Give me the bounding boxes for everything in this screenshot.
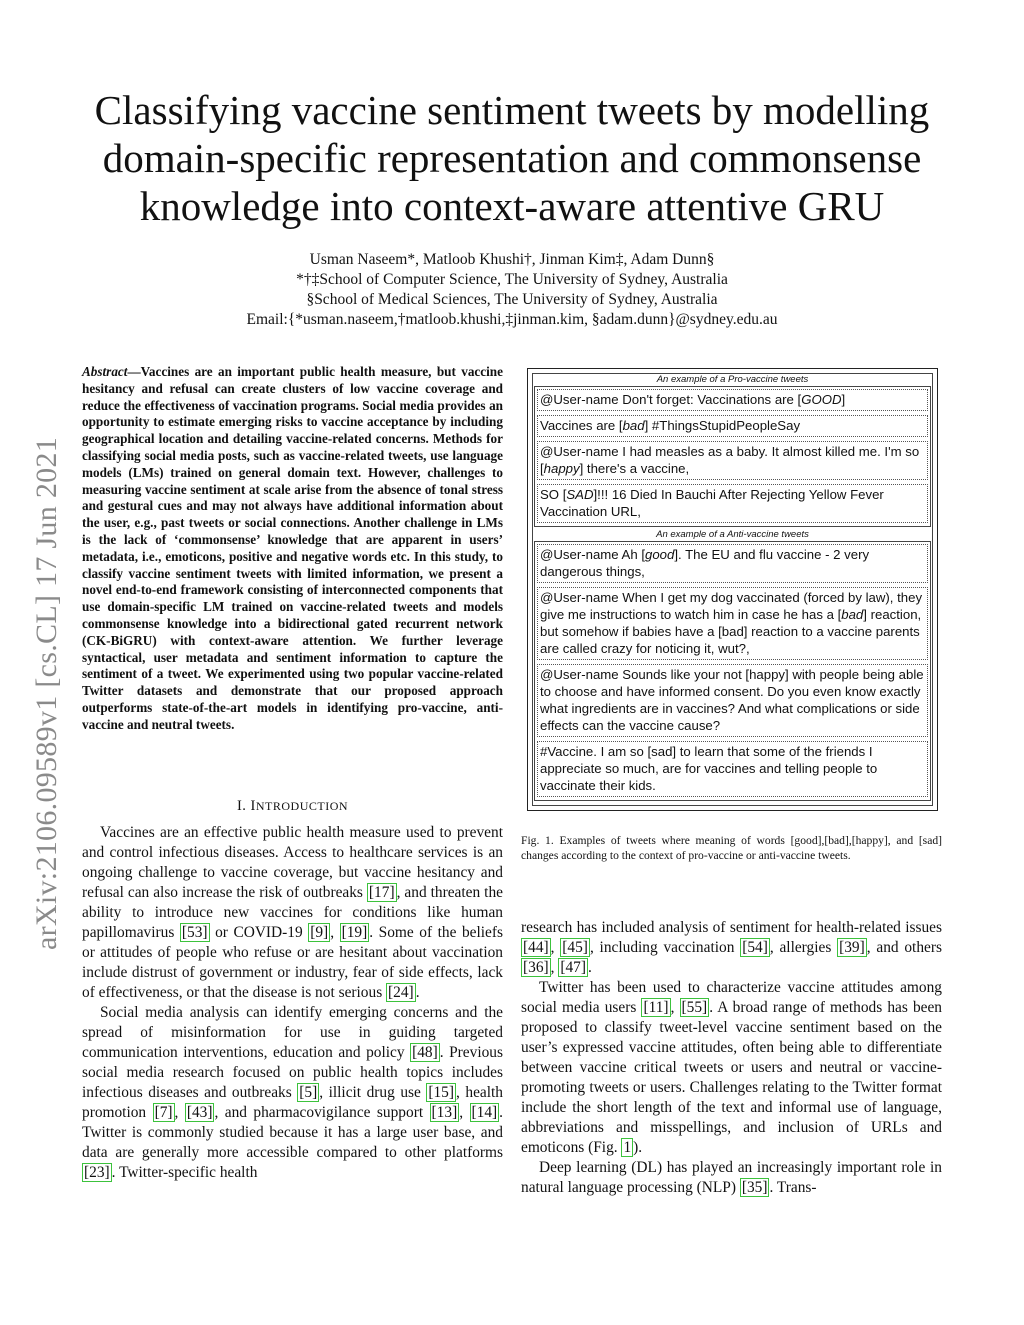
right-paragraph-3: Deep learning (DL) has played an increasingly important role in natural language processing (NLP) [35] . Trans-: [521, 1159, 942, 1196]
affiliation-medical: §School of Medical Sciences, The University of Sydney, Australia: [306, 291, 718, 308]
citation-link[interactable]: [23]: [84, 1164, 110, 1181]
author-block: [100, 250, 924, 330]
citation-link[interactable]: [7]: [154, 1104, 173, 1121]
author-emails: Email:{*usman.naseem,†matloob.khushi,‡jinman.kim, §adam.dunn}@sydney.edu.au: [246, 311, 778, 328]
tweet: @User-name I had measles as a baby. It almost killed me. I'm so [happy] there's a vaccine,: [537, 441, 928, 480]
citation-link[interactable]: [36]: [523, 959, 549, 976]
figure-1-caption: Fig. 1. Examples of tweets where meaning of words [good],[bad],[happy], and [sad] changes according to the context of pro-vaccine or anti-vaccine tweets.: [521, 834, 942, 863]
pro-vaccine-label: An example of a Pro-vaccine tweets: [656, 374, 809, 385]
citation-link[interactable]: [14]: [471, 1104, 498, 1121]
figure-1: [527, 368, 938, 811]
citation-link[interactable]: [55]: [681, 999, 708, 1016]
tweet: @User-name Ah [good]. The EU and flu vaccine - 2 very dangerous things,: [537, 544, 928, 583]
citation-link[interactable]: [5]: [299, 1084, 318, 1101]
tweet: @User-name Sounds like your not [happy] with people being able to choose and have informed consent. Do you even know exactly what ingredients are in vaccines? And what complications or side effects can the vaccine cause?: [537, 664, 928, 737]
section-title-initial: I: [250, 798, 256, 814]
citation-link[interactable]: [9]: [310, 924, 329, 941]
section-title-rest: NTRODUCTION: [255, 799, 349, 813]
citation-link[interactable]: [48]: [412, 1044, 438, 1061]
citation-link[interactable]: [54]: [742, 939, 768, 956]
author-names: Usman Naseem*, Matloob Khushi†, Jinman Kim‡, Adam Dunn§: [309, 251, 715, 268]
pro-vaccine-tweets: [534, 386, 931, 527]
citation-link[interactable]: [17]: [368, 884, 395, 901]
title-line: Classifying vaccine sentiment tweets by modelling: [94, 87, 930, 133]
intro-paragraph-1: Vaccines are an effective public health measure used to prevent and control infectious diseases. Access to healthcare services is an ongoing challenge to vaccine coverage, but vaccine hesitancy and refusal can also increase the risk of outbreaks [17] , and threaten the ability to introduce new vaccines for conditions like human papillomavirus [53] or COVID-19 [9] , [19] . Some of the beliefs or attitudes of people who refuse or are hesitant about vaccination include distrust of government or industry, fear of side effects, lack of effectiveness, or that the disease is not serious [24] .: [82, 824, 503, 1001]
citation-link[interactable]: [11]: [643, 999, 669, 1016]
intro-paragraph-2: Social media analysis can identify emerging concerns and the spread of misinformation for use in guiding targeted communication interventions, education and policy [48] . Previous social media research focused on public health topics includes infectious diseases and outbreaks [5] , illicit drug use [15] , health promotion [7] , [43] , and pharmacovigilance support [13] , [14] . Twitter is commonly studied because it has a large user base, and data are generally more accessible compared to other platforms [23] . Twitter-specific health: [82, 1004, 504, 1181]
citation-link[interactable]: [43]: [186, 1104, 213, 1121]
section-heading-introduction: [82, 798, 503, 815]
citation-link[interactable]: [45]: [562, 939, 588, 956]
tweet: Vaccines are [bad] #ThingsStupidPeopleSay: [537, 415, 928, 437]
tweet: @User-name Don't forget: Vaccinations are [GOOD]: [537, 389, 928, 411]
right-paragraph-2: Twitter has been used to characterize vaccine attitudes among social media users [11] , [55] . A broad range of methods has been proposed to classify tweet-level vaccine sentiment based on the user’s expressed vaccine attitudes, often being able to differentiate between vaccine critical tweets or users and neutral or vaccine-promoting tweets or users. Challenges relating to the Twitter format include the short length of the text and informal use of language, abbreviations and misspellings, and inclusion of URLs and emoticons (Fig. 1 ).: [521, 979, 942, 1156]
arxiv-stamp: arXiv:2106.09589v1 [cs.CL] 17 Jun 2021: [30, 436, 63, 950]
citation-link[interactable]: [24]: [388, 984, 414, 1001]
citation-link[interactable]: [19]: [341, 924, 368, 941]
title-line: domain-specific representation and commonsense: [102, 135, 922, 181]
abstract-text: —Vaccines are an important public health measure, but vaccine hesitancy and refusal can create clusters of low vaccine coverage and reduce the effectiveness of vaccination programs. Social media provides an opportunity to estimate emerging risks to vaccine acceptance by including geographical location and detailing vaccine-related concerns. Methods for classifying social media posts, such as vaccine-related tweets, use language models (LMs) trained on general domain text. However, challenges to measuring vaccine sentiment at scale arise from the absence of tonal stress and gestural cues and may not always have additional information about the user, e.g., past tweets or social connections. Another challenge in LMs is the lack of ‘commonsense’ knowledge that are apparent in users’ metadata, i.e., emoticons, positive and negative words etc. In this study, to classify vaccine sentiment tweets with limited information, we present a novel end-to-end framework consisting of interconnected components that use domain-specific LM trained on vaccine-related tweets and models commonsense knowledge into a bidirectional gated recurrent network (CK-BiGRU) with context-aware attention. We further leverage syntactical, user metadata and sentiment information to capture the sentiment of a tweet. We experimented using two popular vaccine-related Twitter datasets and demonstrate that our proposed approach outperforms state-of-the-art models in identifying pro-vaccine, anti-vaccine and neutral tweets.: [82, 364, 503, 732]
citation-link[interactable]: [35]: [741, 1179, 768, 1196]
left-column-body: [82, 823, 503, 1183]
paper-title: [60, 86, 964, 230]
citation-link[interactable]: [47]: [560, 959, 587, 976]
anti-vaccine-tweets: [534, 541, 931, 801]
title-line: knowledge into context-aware attentive GRU: [139, 183, 885, 229]
right-column-body: [521, 918, 942, 1198]
tweet: SO [SAD]!!! 16 Died In Bauchi After Rejecting Yellow Fever Vaccination URL,: [537, 484, 928, 523]
tweet: #Vaccine. I am so [sad] to learn that some of the friends I appreciate so much, are for vaccines and telling people to vaccinate their kids.: [537, 741, 928, 797]
figure-frame: [532, 373, 933, 806]
anti-vaccine-label: An example of a Anti-vaccine tweets: [656, 529, 809, 540]
citation-link[interactable]: [13]: [431, 1104, 458, 1121]
figure-reference-link[interactable]: 1: [623, 1139, 632, 1156]
tweet: @User-name When I get my dog vaccinated (forced by law), they give me instructions to watch him in case he has a [bad] reaction, but somehow if babies have a [bad] reaction to a vaccine parents are called crazy for noticing it, wut?,: [537, 587, 928, 660]
right-paragraph-1: research has included analysis of sentiment for health-related issues [44] , [45] , including vaccination [54] , allergies [39] , and others [36] , [47] .: [521, 919, 942, 976]
section-number: I.: [236, 798, 247, 814]
abstract: [82, 364, 503, 734]
citation-link[interactable]: [15]: [428, 1084, 455, 1101]
citation-link[interactable]: [39]: [839, 939, 865, 956]
citation-link[interactable]: [44]: [523, 939, 549, 956]
abstract-label: Abstract: [82, 364, 128, 379]
citation-link[interactable]: [53]: [181, 924, 208, 941]
affiliation-cs: *†‡School of Computer Science, The University of Sydney, Australia: [296, 271, 728, 288]
